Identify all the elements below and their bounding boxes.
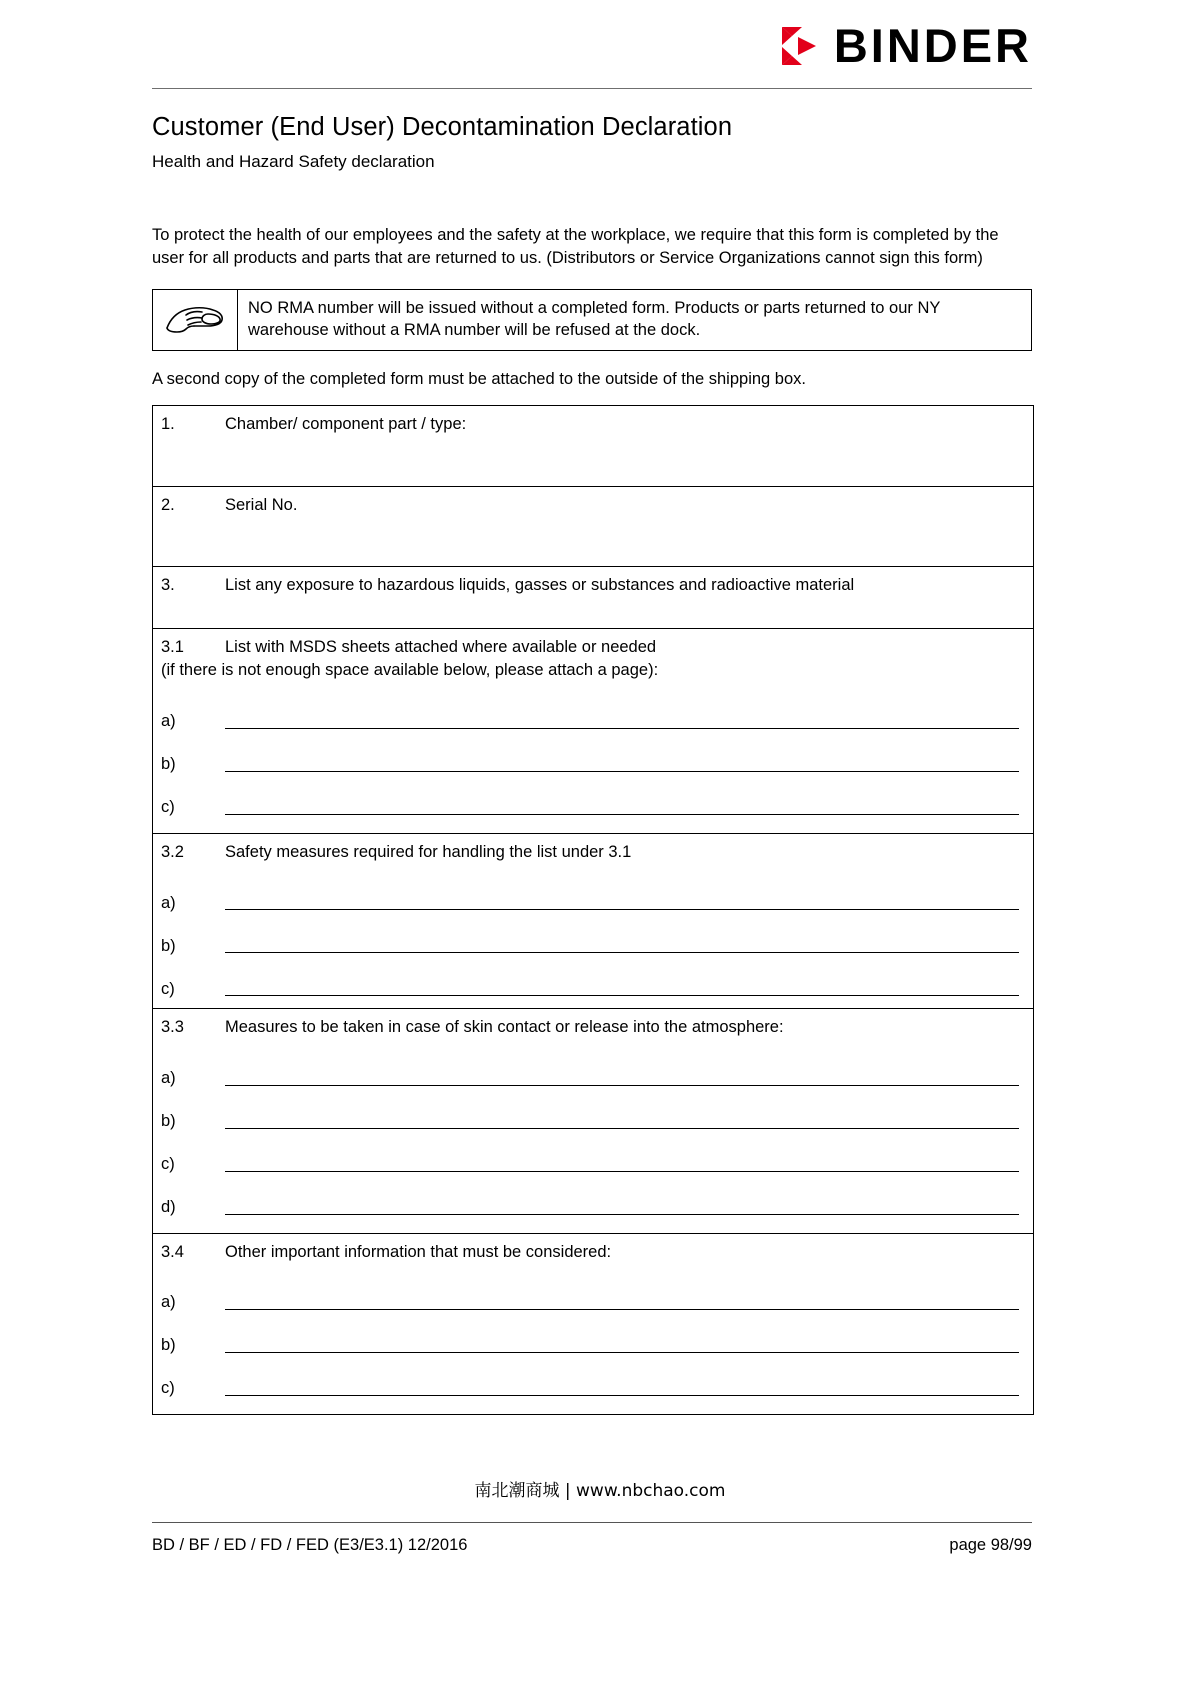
notice-text: NO RMA number will be issued without a completed form. Products or parts returned to our NY warehouse without a RMA number will be refused at the dock. [248, 299, 941, 340]
row-label: Serial No. [225, 495, 298, 514]
watermark-text: 南北潮商城 | www.nbchao.com [474, 1481, 726, 1501]
row-label: Safety measures required for handling the list under 3.1 [225, 842, 632, 861]
blank-field-row[interactable] [153, 690, 1033, 733]
blank-rule[interactable] [225, 1395, 1019, 1396]
row-label: Other important information that must be considered: [225, 1242, 612, 1261]
header-divider [152, 88, 1032, 89]
row-label: Chamber/ component part / type: [225, 415, 467, 434]
footer-page-number: page 98/99 [949, 1536, 1032, 1554]
page-header [0, 0, 1200, 92]
row-label: Measures to be taken in case of skin contact or release into the atmosphere: [225, 1018, 784, 1037]
row-3-spacer [153, 597, 1033, 628]
blank-rule[interactable] [225, 909, 1019, 910]
binder-triangles-logo-icon [778, 23, 824, 69]
blank-label: c) [161, 979, 175, 998]
row-number: 2. [161, 495, 175, 514]
blank-label: b) [161, 1336, 176, 1355]
blank-field-row[interactable] [153, 1090, 1033, 1133]
blank-field-row[interactable] [153, 1047, 1033, 1090]
row-label-second-line: (if there is not enough space available below, please attach a page): [161, 661, 659, 680]
blank-rule[interactable] [225, 1128, 1019, 1129]
blank-field-row[interactable] [153, 1176, 1033, 1219]
blank-field-row[interactable] [153, 957, 1033, 1000]
row-number: 3.4 [161, 1242, 184, 1261]
row-number: 3.1 [161, 637, 184, 656]
blank-field-row[interactable] [153, 871, 1033, 914]
page-title: Customer (End User) Decontamination Declaration [152, 113, 733, 141]
blank-rule[interactable] [225, 728, 1019, 729]
blank-label: b) [161, 936, 176, 955]
table-row-3-3 [153, 1009, 1033, 1233]
blank-label: a) [161, 1293, 176, 1312]
blank-rule[interactable] [225, 995, 1019, 996]
table-row-3-4 [153, 1234, 1033, 1414]
blank-rule[interactable] [225, 1214, 1019, 1215]
pointing-hand-icon [153, 290, 238, 350]
blank-label: a) [161, 712, 176, 731]
blank-field-row[interactable] [153, 733, 1033, 776]
blank-field-row[interactable] [153, 914, 1033, 957]
blank-label: d) [161, 1198, 176, 1217]
blank-rule[interactable] [225, 952, 1019, 953]
table-row-2 [153, 487, 1033, 567]
row-2-input-area[interactable] [153, 516, 1033, 566]
declaration-form-table [152, 405, 1034, 1415]
row-label: List any exposure to hazardous liquids, gasses or substances and radioactive material [225, 576, 855, 595]
table-row-3-1 [153, 629, 1033, 834]
blank-label: c) [161, 1379, 175, 1398]
row-number: 3.3 [161, 1018, 184, 1037]
notice-box [152, 289, 1032, 351]
second-copy-note: A second copy of the completed form must be attached to the outside of the shipping box. [152, 370, 806, 389]
intro-paragraph: To protect the health of our employees and the safety at the workplace, we require that this form is completed by the user for all products and parts that are returned to us. (Distributors or Service Organizations cannot sign this form) [152, 226, 999, 267]
blank-label: a) [161, 893, 176, 912]
table-row-3-2 [153, 834, 1033, 1009]
row-label: List with MSDS sheets attached where available or needed [225, 637, 657, 656]
blank-rule[interactable] [225, 771, 1019, 772]
binder-logo [778, 19, 1032, 72]
blank-label: c) [161, 1155, 175, 1174]
footer-document-code: BD / BF / ED / FD / FED (E3/E3.1) 12/2016 [152, 1536, 468, 1554]
blank-rule[interactable] [225, 1085, 1019, 1086]
blank-rule[interactable] [225, 1309, 1019, 1310]
row-number: 1. [161, 415, 175, 434]
blank-field-row[interactable] [153, 776, 1033, 819]
page-footer [152, 1535, 1032, 1556]
table-row-3 [153, 567, 1033, 628]
blank-rule[interactable] [225, 1352, 1019, 1353]
blank-label: b) [161, 1112, 176, 1131]
blank-field-row[interactable] [153, 1357, 1033, 1400]
brand-wordmark: BINDER [833, 19, 1032, 72]
blank-rule[interactable] [225, 1171, 1019, 1172]
row-number: 3. [161, 576, 175, 595]
blank-rule[interactable] [225, 814, 1019, 815]
blank-label: c) [161, 798, 175, 817]
row-1-input-area[interactable] [153, 436, 1033, 486]
blank-label: a) [161, 1069, 176, 1088]
document-content [152, 112, 1032, 1415]
blank-label: b) [161, 755, 176, 774]
table-row-1 [153, 406, 1033, 486]
blank-field-row[interactable] [153, 1314, 1033, 1357]
row-number: 3.2 [161, 842, 184, 861]
blank-field-row[interactable] [153, 1271, 1033, 1314]
footer-divider [152, 1522, 1032, 1523]
page-subtitle: Health and Hazard Safety declaration [152, 152, 435, 172]
blank-field-row[interactable] [153, 1133, 1033, 1176]
